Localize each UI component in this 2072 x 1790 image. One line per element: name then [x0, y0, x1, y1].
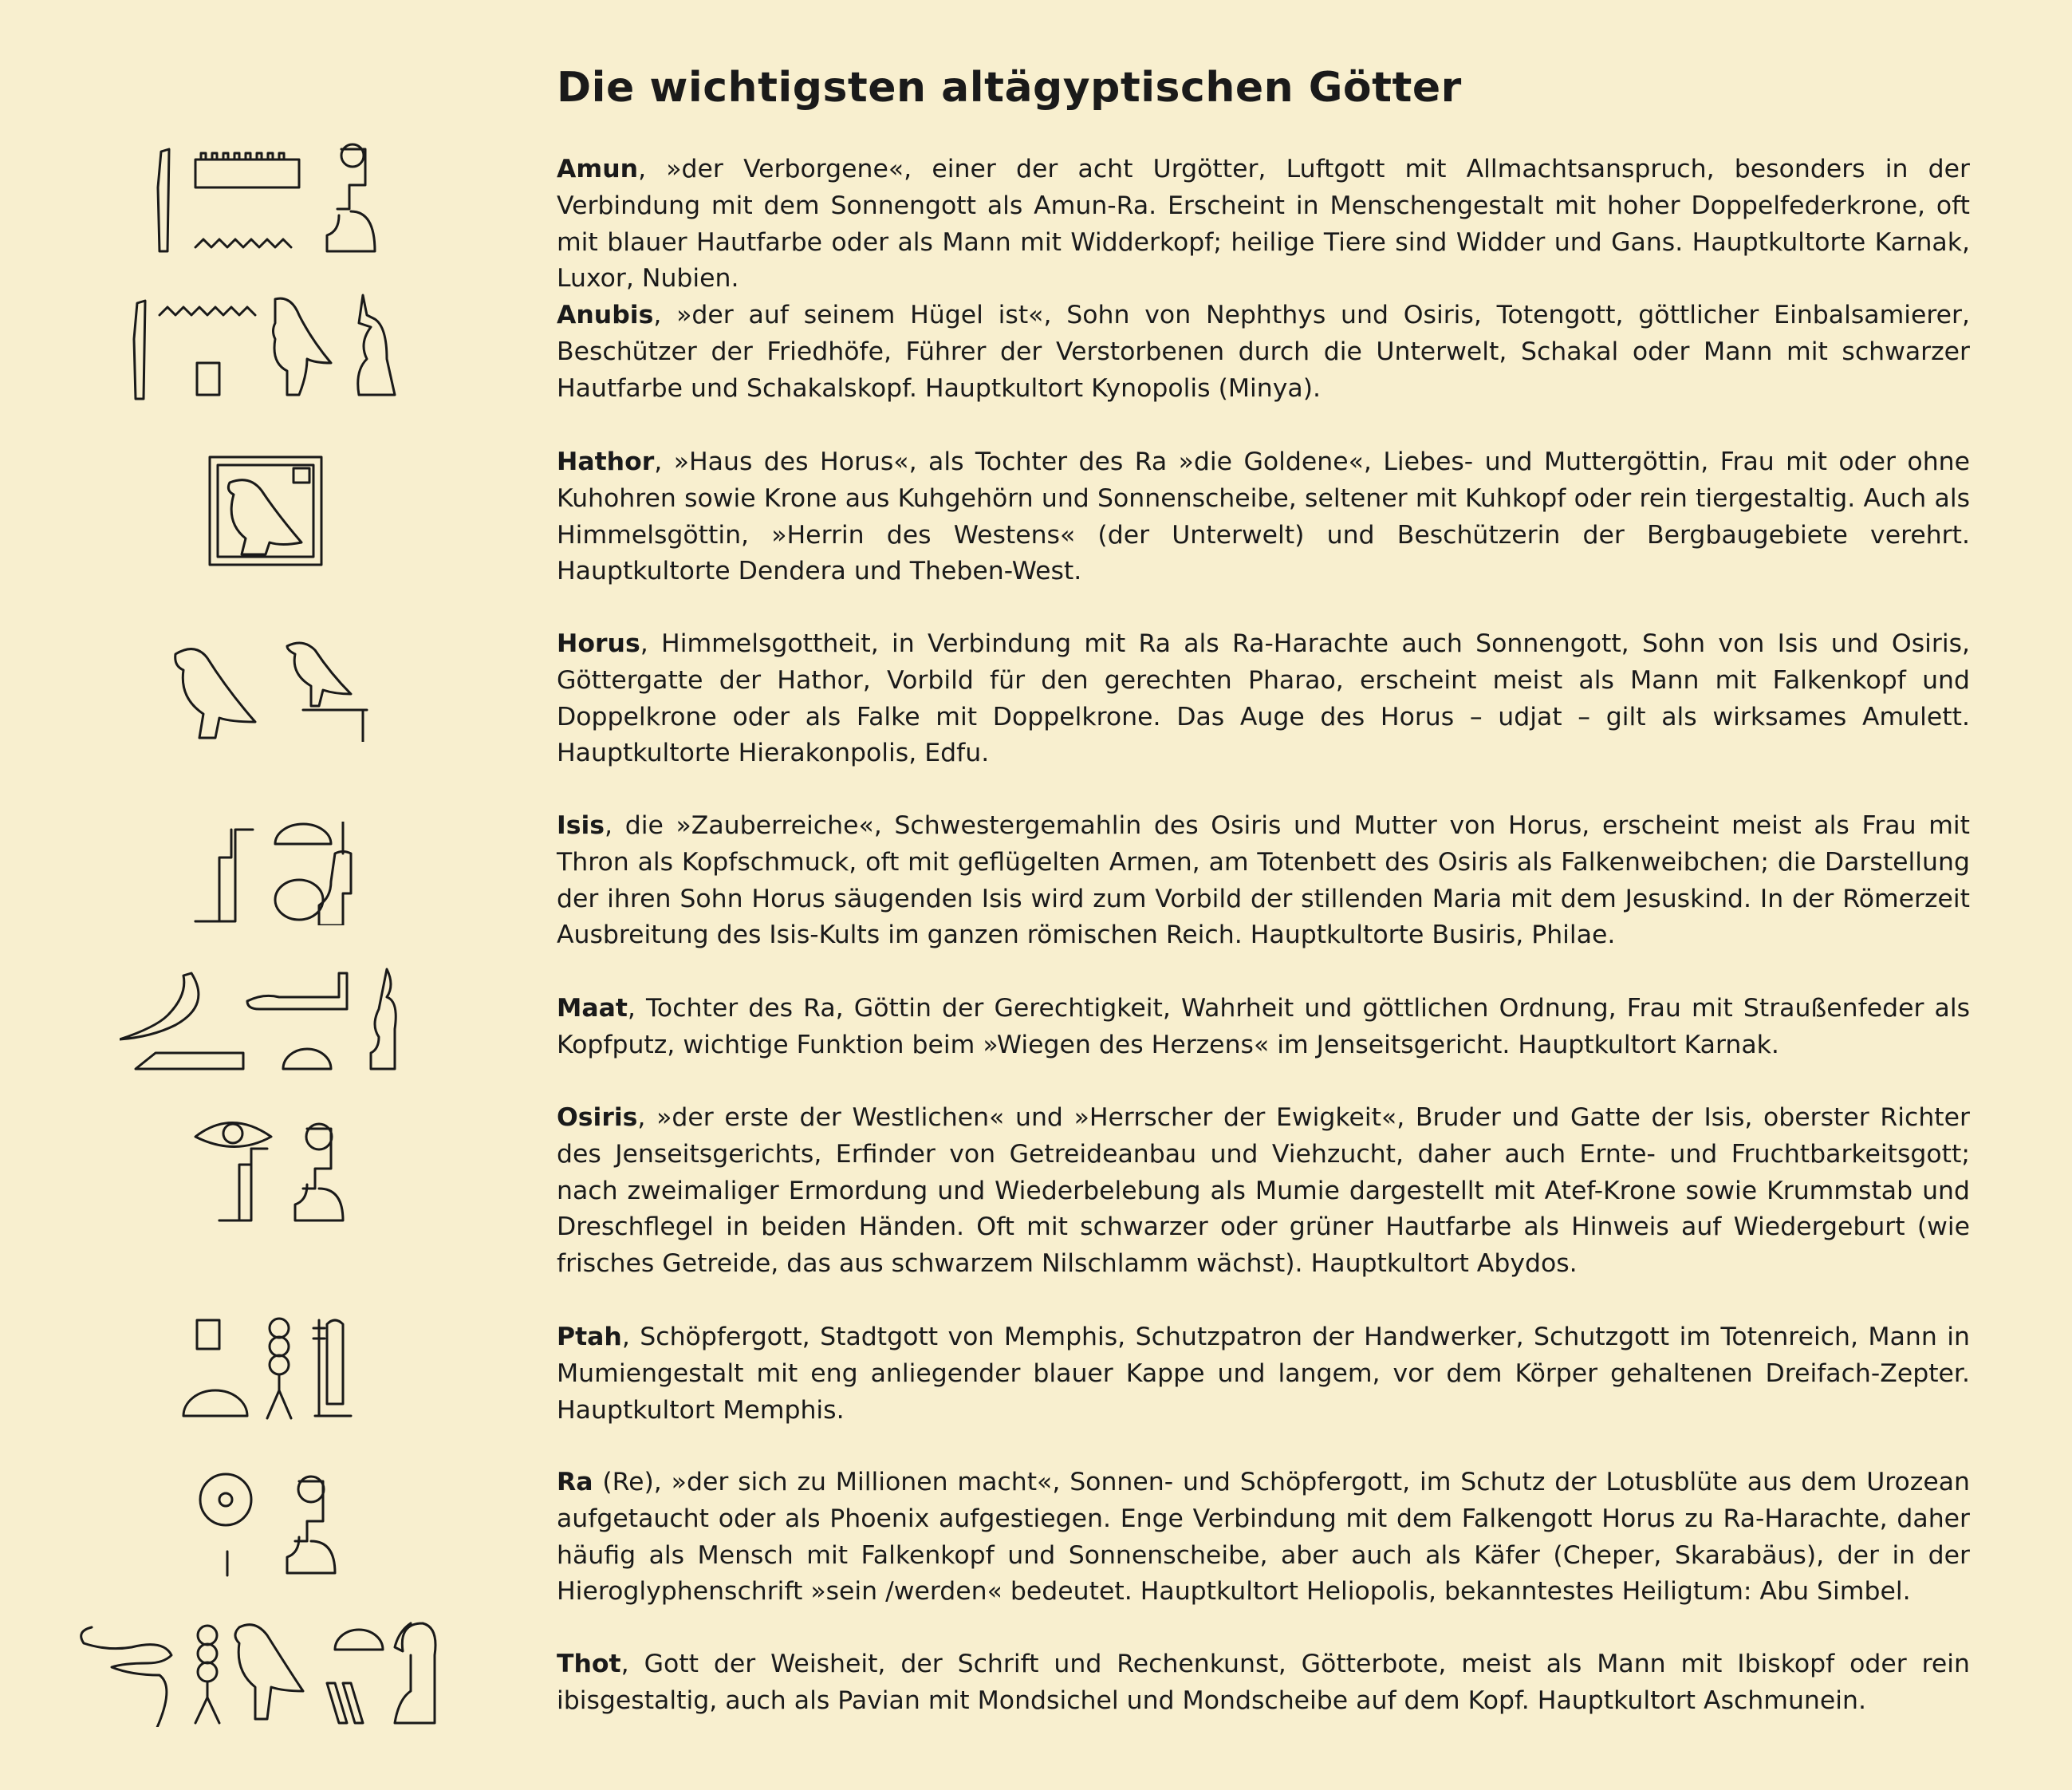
entry-text: , »der Verborgene«, einer der acht Urgötter, Luftgott mit Allmachtsanspruch, besonders in der Verbindung mit dem Sonnengott als Amun-Ra. Erscheint in Menschengestalt mit hoher Doppelfederkrone, oft mit blauer Hautfarbe oder als Mann mit Widderkopf; heilige Tiere sind Widder und Gans. Hauptkultorte Karnak, Luxor, Nubien.: [557, 155, 1970, 294]
entry-text: , Tochter des Ra, Göttin der Gerechtigkeit, Wahrheit und göttlichen Ordnung, Frau mit Straußenfeder als Kopfputz, wichtige Funktion beim »Wiegen des Herzens« im Jenseitsgericht. Hauptkultort Karnak.: [557, 994, 1970, 1059]
entry-name: Hathor: [557, 448, 655, 476]
entry-text: , »der erste der Westlichen« und »Herrscher der Ewigkeit«, Bruder und Gatte der Isis, oberster Richter des Jenseitsgerichts, Erfinder von Getreideanbau und Viehzucht, daher auch Ernte- und Fruchtbarkeitsgott; nach zweimaliger Ermordung und Wiederbelebung als Mumie dargestellt mit Atef-Krone sowie Krummstab und Dreschflegel in beiden Händen. Oft mit schwarzer oder grüner Hautfarbe als Hinweis auf Wiedergeburt (wie frisches Getreide, das aus schwarzem Nilschlamm wächst). Hauptkultort Abydos.: [557, 1103, 1970, 1279]
entry-anubis: [557, 298, 1970, 407]
page-title: Die wichtigsten altägyptischen Götter: [557, 64, 1462, 112]
entry-maat: [557, 991, 1970, 1064]
entry-isis: [557, 808, 1970, 954]
entry-horus: [557, 626, 1970, 772]
hieroglyph-osiris-icon: [191, 1121, 351, 1228]
hieroglyph-ra-icon: [195, 1472, 339, 1579]
hieroglyph-maat-icon: [120, 965, 423, 1077]
entry-thot: [557, 1646, 1970, 1720]
hieroglyph-horus-icon: [167, 638, 375, 742]
entry-text: , Schöpfergott, Stadtgott von Memphis, Schutzpatron der Handwerker, Schutzgott im Totenreich, Mann in Mumiengestalt mit eng anliegender blauer Kappe und langem, vor dem Körper gehaltenen Dreifach-Zepter. Hauptkultort Memphis.: [557, 1323, 1970, 1425]
entry-ptah: [557, 1319, 1970, 1429]
entry-name: Ptah: [557, 1323, 622, 1351]
hieroglyph-ptah-icon: [179, 1316, 363, 1420]
entry-text: , Gott der Weisheit, der Schrift und Rechenkunst, Götterbote, meist als Mann mit Ibiskopf oder rein ibisgestaltig, auch als Pavian mit Mondsichel und Mondscheibe auf dem Kopf. Hauptkultort Aschmunein.: [557, 1650, 1970, 1715]
hieroglyph-thot-icon: [72, 1619, 455, 1727]
entry-text: (Re), »der sich zu Millionen macht«, Sonnen- und Schöpfergott, im Schutz der Lotusblüte aus dem Urozean aufgetaucht oder als Phoenix aufgestiegen. Enge Verbindung mit dem Falkengott Horus zu Ra-Harachte, daher häufig als Mensch mit Falkenkopf und Sonnenscheibe, aber auch als Käfer (Cheper, Skarabäus), der in der Hieroglyphenschrift »sein /werden« bedeutet. Hauptkultort Heliopolis, bekanntestes Heiligtum: Abu Simbel.: [557, 1468, 1970, 1607]
entry-amun: [557, 152, 1970, 298]
entry-ra: [557, 1465, 1970, 1611]
entry-name: Osiris: [557, 1103, 638, 1132]
entry-name: Amun: [557, 155, 639, 183]
entry-text: , die »Zauberreiche«, Schwestergemahlin des Osiris und Mutter von Horus, erscheint meist als Frau mit Thron als Kopfschmuck, oft mit geflügelten Armen, am Totenbett des Osiris als Falkenweibchen; die Darstellung der ihren Sohn Horus säugenden Isis wird zum Vorbild der stillenden Maria mit dem Jesuskind. In der Römerzeit Ausbreitung des Isis-Kults im ganzen römischen Reich. Hauptkultorte Busiris, Philae.: [557, 811, 1970, 950]
entry-text: , Himmelsgottheit, in Verbindung mit Ra als Ra-Harachte auch Sonnengott, Sohn von Isis und Osiris, Göttergatte der Hathor, Vorbild für den gerechten Pharao, erscheint meist als Mann mit Falkenkopf und Doppelkrone oder als Falke mit Doppelkrone. Das Auge des Horus – udjat – gilt als wirksames Amulett. Hauptkultorte Hierakonpolis, Edfu.: [557, 629, 1970, 768]
entry-name: Anubis: [557, 301, 654, 329]
entry-name: Horus: [557, 629, 640, 658]
entry-text: , »Haus des Horus«, als Tochter des Ra »die Goldene«, Liebes- und Muttergöttin, Frau mit oder ohne Kuhohren sowie Krone aus Kuhgehörn und Sonnenscheibe, seltener mit Kuhkopf oder rein tiergestaltig. Auch als Himmelsgöttin, »Herrin des Westens« (der Unterwelt) und Beschützerin der Bergbaugebiete verehrt. Hauptkultorte Dendera und Theben-West.: [557, 448, 1970, 586]
entry-name: Isis: [557, 811, 605, 840]
entry-name: Maat: [557, 994, 628, 1023]
hieroglyph-isis-icon: [179, 822, 355, 925]
entry-name: Ra: [557, 1468, 593, 1496]
entry-text: , »der auf seinem Hügel ist«, Sohn von Nephthys und Osiris, Totengott, göttlicher Einbalsamierer, Beschützer der Friedhöfe, Führer der Verstorbenen durch die Unterwelt, Schakal oder Mann mit schwarzer Hautfarbe und Schakalskopf. Hauptkultort Kynopolis (Minya).: [557, 301, 1970, 403]
hieroglyph-amun-icon: [152, 140, 391, 255]
entry-osiris: [557, 1100, 1970, 1283]
hieroglyph-anubis-icon: [128, 291, 415, 403]
entry-hathor: [557, 444, 1970, 590]
entry-name: Thot: [557, 1650, 621, 1678]
hieroglyph-hathor-icon: [207, 455, 327, 570]
